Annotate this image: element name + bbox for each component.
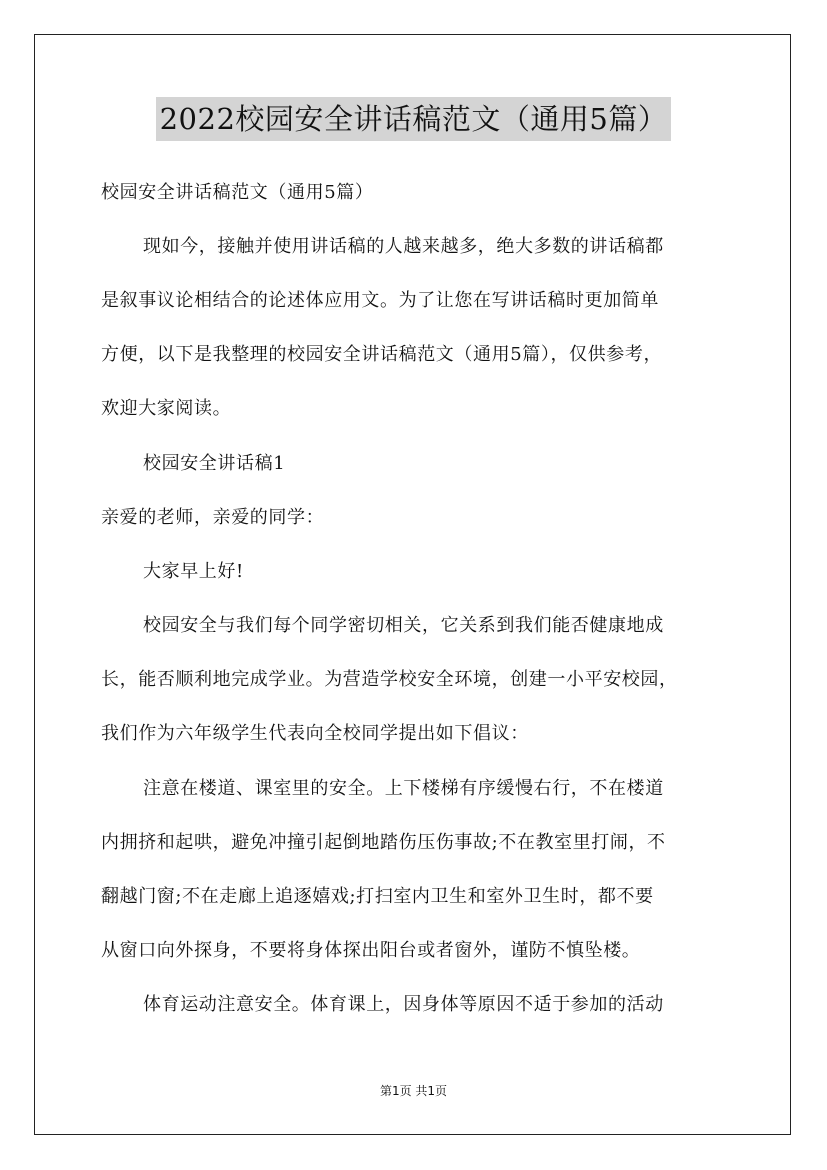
paragraph-line: 注意在楼道、课室里的安全。上下楼梯有序缓慢右行，不在楼道 [143,778,664,799]
document-title: 2022校园安全讲话稿范文（通用5篇） [156,97,672,141]
paragraph-line: 现如今，接触并使用讲话稿的人越来越多，绝大多数的讲话稿都 [143,236,664,257]
page-footer: 第1页 共1页 [379,1084,448,1098]
paragraph-line: 从窗口向外探身，不要将身体探出阳台或者窗外，谨防不慎坠楼。 [101,940,641,961]
paragraph-line: 长，能否顺利地完成学业。为营造学校安全环境，创建一小平安校园， [101,669,678,690]
paragraph-line: 体育运动注意安全。体育课上，因身体等原因不适于参加的活动 [143,994,664,1015]
section-heading: 校园安全讲话稿1 [143,453,286,474]
paragraph-line: 内拥挤和起哄，避免冲撞引起倒地踏伤压伤事故;不在教室里打闹，不 [101,832,666,853]
paragraph-line: 欢迎大家阅读。 [101,398,232,419]
paragraph-line: 校园安全与我们每个同学密切相关，它关系到我们能否健康地成 [143,615,664,636]
paragraph-line: 我们作为六年级学生代表向全校同学提出如下倡议： [101,723,529,744]
paragraph-line: 是叙事议论相结合的论述体应用文。为了让您在写讲话稿时更加简单 [101,290,659,311]
document-subtitle: 校园安全讲话稿范文（通用5篇） [101,182,374,203]
title-container [0,97,827,141]
paragraph-line: 方便，以下是我整理的校园安全讲话稿范文（通用5篇），仅供参考， [101,344,663,365]
greeting: 大家早上好! [143,561,244,582]
salutation: 亲爱的老师，亲爱的同学： [101,507,325,528]
paragraph-line: 翻越门窗;不在走廊上追逐嬉戏;打扫室内卫生和室外卫生时，都不要 [101,886,654,907]
